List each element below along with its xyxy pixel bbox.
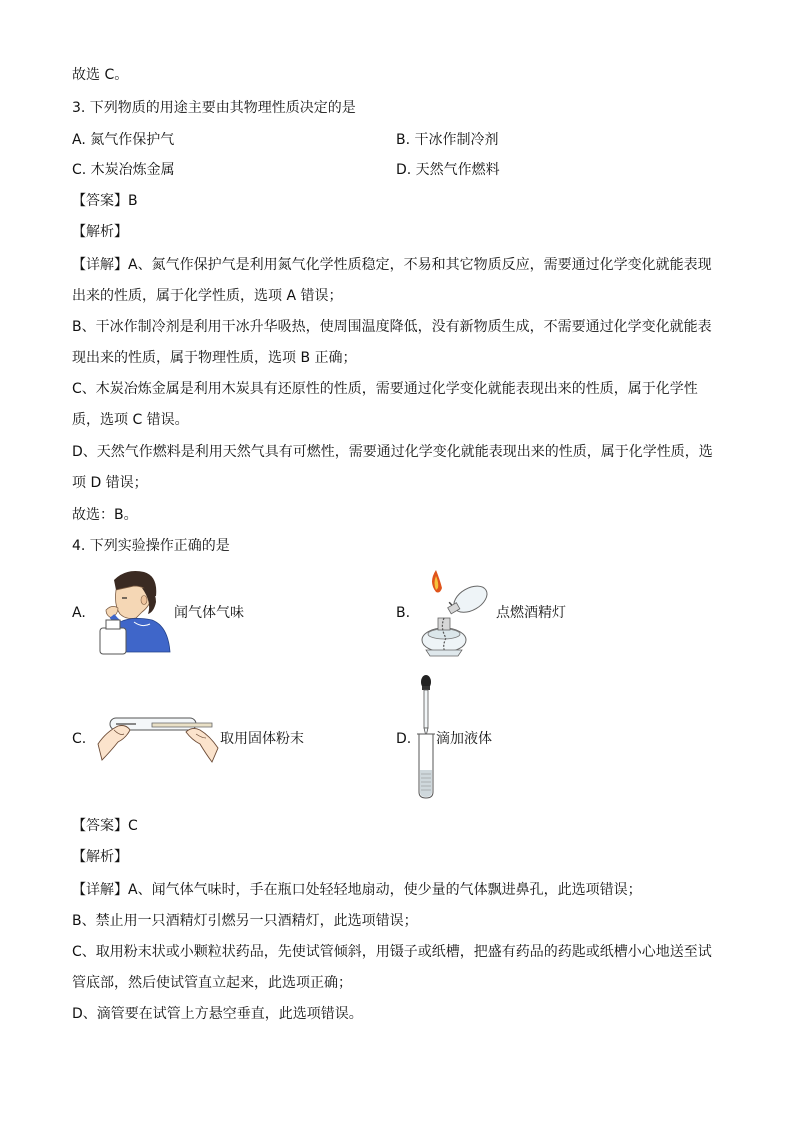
- q4-option-c-caption: 取用固体粉末: [220, 731, 304, 747]
- q3-option-a: A. 氮气作保护气: [72, 132, 175, 148]
- alcohol-lamp-illustration: [414, 566, 496, 658]
- q3-answer: 【答案】B: [72, 193, 138, 209]
- q4-option-d-letter: D.: [396, 731, 412, 747]
- q3-conclusion: 故选：B。: [72, 507, 138, 523]
- q3-analysis-label: 【解析】: [72, 224, 128, 240]
- q3-option-c: C. 木炭冶炼金属: [72, 162, 175, 178]
- q3-stem: 3. 下列物质的用途主要由其物理性质决定的是: [72, 100, 356, 116]
- q4-option-a-letter: A.: [72, 605, 86, 621]
- q4-answer: 【答案】C: [72, 818, 138, 834]
- solid-powder-illustration: [96, 704, 220, 766]
- previous-conclusion: 故选 C。: [72, 67, 129, 83]
- q3-detail-line: 现出来的性质，属于物理性质，选项 B 正确；: [72, 350, 357, 366]
- q4-option-d-caption: 滴加液体: [436, 731, 492, 747]
- q3-option-b: B. 干冰作制冷剂: [396, 132, 499, 148]
- q3-detail-line: B、干冰作制冷剂是利用干冰升华吸热，使周围温度降低，没有新物质生成，不需要通过化学变化就能表: [72, 319, 712, 335]
- q3-detail-line: 项 D 错误；: [72, 475, 148, 491]
- q3-detail-line: 【详解】A、氮气作保护气是利用氮气化学性质稳定，不易和其它物质反应，需要通过化学变化就能表现: [72, 257, 712, 273]
- q4-detail-line: B、禁止用一只酒精灯引燃另一只酒精灯，此选项错误；: [72, 913, 418, 929]
- q3-detail-line: D、天然气作燃料是利用天然气具有可燃性，需要通过化学变化就能表现出来的性质，属于化学性质，选: [72, 444, 713, 460]
- q3-option-d: D. 天然气作燃料: [396, 162, 500, 178]
- q4-option-c-letter: C.: [72, 731, 87, 747]
- q3-detail-line: 出来的性质，属于化学性质，选项 A 错误；: [72, 288, 343, 304]
- q4-detail-line: 【详解】A、闻气体气味时，手在瓶口处轻轻地扇动，使少量的气体飘进鼻孔，此选项错误；: [72, 882, 642, 898]
- q4-detail-line: 管底部，然后使试管直立起来，此选项正确；: [72, 975, 352, 991]
- q4-option-a-caption: 闻气体气味: [174, 605, 244, 621]
- q4-detail-line: C、取用粉末状或小颗粒状药品，先使试管倾斜，用镊子或纸槽，把盛有药品的药匙或纸槽小心地送至试: [72, 944, 712, 960]
- q4-option-b-caption: 点燃酒精灯: [496, 605, 566, 621]
- q4-stem: 4. 下列实验操作正确的是: [72, 538, 230, 554]
- smelling-gas-illustration: [94, 566, 172, 656]
- q3-detail-line: 质，选项 C 错误。: [72, 412, 189, 428]
- q4-analysis-label: 【解析】: [72, 849, 128, 865]
- q4-option-b-letter: B.: [396, 605, 411, 621]
- q4-detail-line: D、滴管要在试管上方悬空垂直，此选项错误。: [72, 1006, 363, 1022]
- q3-detail-line: C、木炭冶炼金属是利用木炭具有还原性的性质，需要通过化学变化就能表现出来的性质，属于化学性: [72, 381, 698, 397]
